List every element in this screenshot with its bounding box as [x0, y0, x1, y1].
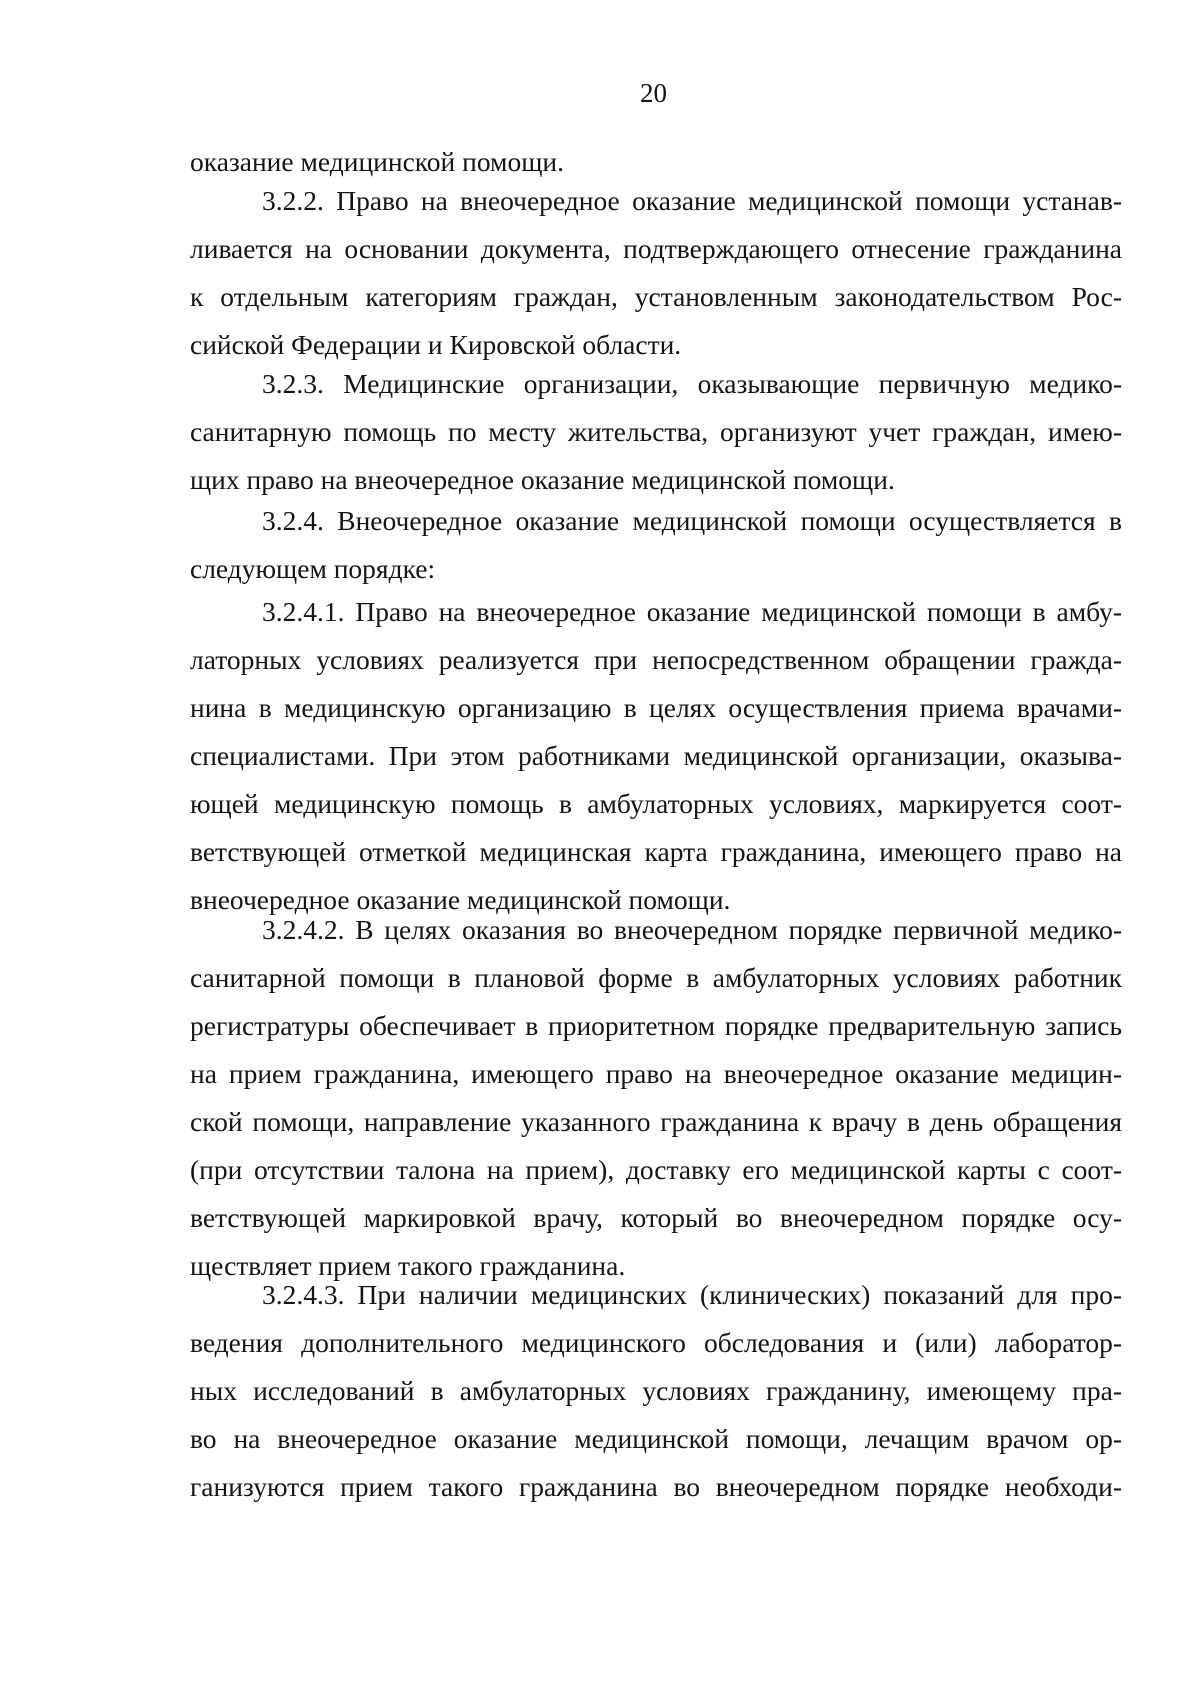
text-line: следующем порядке:: [190, 553, 436, 584]
text-line: 3.2.4. Внеочередное оказание медицинской помощи осуществляется в: [262, 505, 1122, 536]
text-line: латорных условиях реализуется при непосредственном обращении гражда-: [190, 644, 1122, 675]
text-line: нина в медицинскую организацию в целях осуществления приема врачами-: [190, 692, 1122, 723]
page-number: 20: [640, 78, 667, 108]
text-line: ветствующей маркировкой врачу, который во внеочередном порядке осу-: [190, 1202, 1122, 1233]
text-line: во на внеочередное оказание медицинской помощи, лечащим врачом ор-: [190, 1423, 1122, 1454]
text-line: к отдельным категориям граждан, установленным законодательством Рос-: [190, 281, 1122, 312]
text-line: 3.2.3. Медицинские организации, оказывающие первичную медико-: [262, 368, 1122, 399]
text-line: ществляет прием такого гражданина.: [190, 1250, 626, 1281]
paragraph-3-2-4-2: [190, 906, 1122, 1290]
text-line: 3.2.4.2. В целях оказания во внеочередном порядке первичной медико-: [262, 914, 1122, 945]
paragraph-3-2-3: [190, 360, 1122, 504]
text-line: ганизуются прием такого гражданина во внеочередном порядке необходи-: [190, 1471, 1122, 1502]
text-line: санитарной помощи в плановой форме в амбулаторных условиях работник: [190, 962, 1122, 993]
text-line: ской помощи, направление указанного гражданина к врачу в день обращения: [190, 1106, 1122, 1137]
text-line: 3.2.4.3. При наличии медицинских (клинических) показаний для про-: [262, 1279, 1122, 1310]
text-line: щих право на внеочередное оказание медицинской помощи.: [190, 464, 895, 495]
text-line: внеочередное оказание медицинской помощи.: [190, 884, 731, 915]
text-line: ливается на основании документа, подтверждающего отнесение гражданина: [190, 233, 1122, 264]
text-line: специалистами. При этом работниками медицинской организации, оказыва-: [190, 740, 1122, 771]
paragraph-3-2-2: [190, 177, 1122, 369]
text-line: санитарную помощь по месту жительства, организуют учет граждан, имею-: [190, 416, 1122, 447]
text-line: сийской Федерации и Кировской области.: [190, 329, 682, 360]
text-line: ведения дополнительного медицинского обследования и (или) лаборатор-: [190, 1327, 1122, 1358]
text-line: 3.2.4.1. Право на внеочередное оказание медицинской помощи в амбу-: [262, 596, 1122, 627]
text-line: 3.2.2. Право на внеочередное оказание медицинской помощи устанав-: [262, 185, 1122, 216]
text-line: ных исследований в амбулаторных условиях гражданину, имеющему пра-: [190, 1375, 1122, 1406]
paragraph-3-2-4-3: [190, 1271, 1122, 1511]
paragraph-3-2-4: [190, 497, 1122, 593]
text-line: на прием гражданина, имеющего право на внеочередное оказание медицин-: [190, 1058, 1122, 1089]
text-line: ветствующей отметкой медицинская карта гражданина, имеющего право на: [190, 836, 1122, 867]
text-line: (при отсутствии талона на прием), доставку его медицинской карты с соот-: [190, 1154, 1122, 1185]
text-line: оказание медицинской помощи.: [190, 146, 564, 177]
paragraph-3-2-4-1: [190, 588, 1122, 924]
text-line: ющей медицинскую помощь в амбулаторных условиях, маркируется соот-: [190, 788, 1122, 819]
text-line: регистратуры обеспечивает в приоритетном порядке предварительную запись: [190, 1010, 1122, 1041]
